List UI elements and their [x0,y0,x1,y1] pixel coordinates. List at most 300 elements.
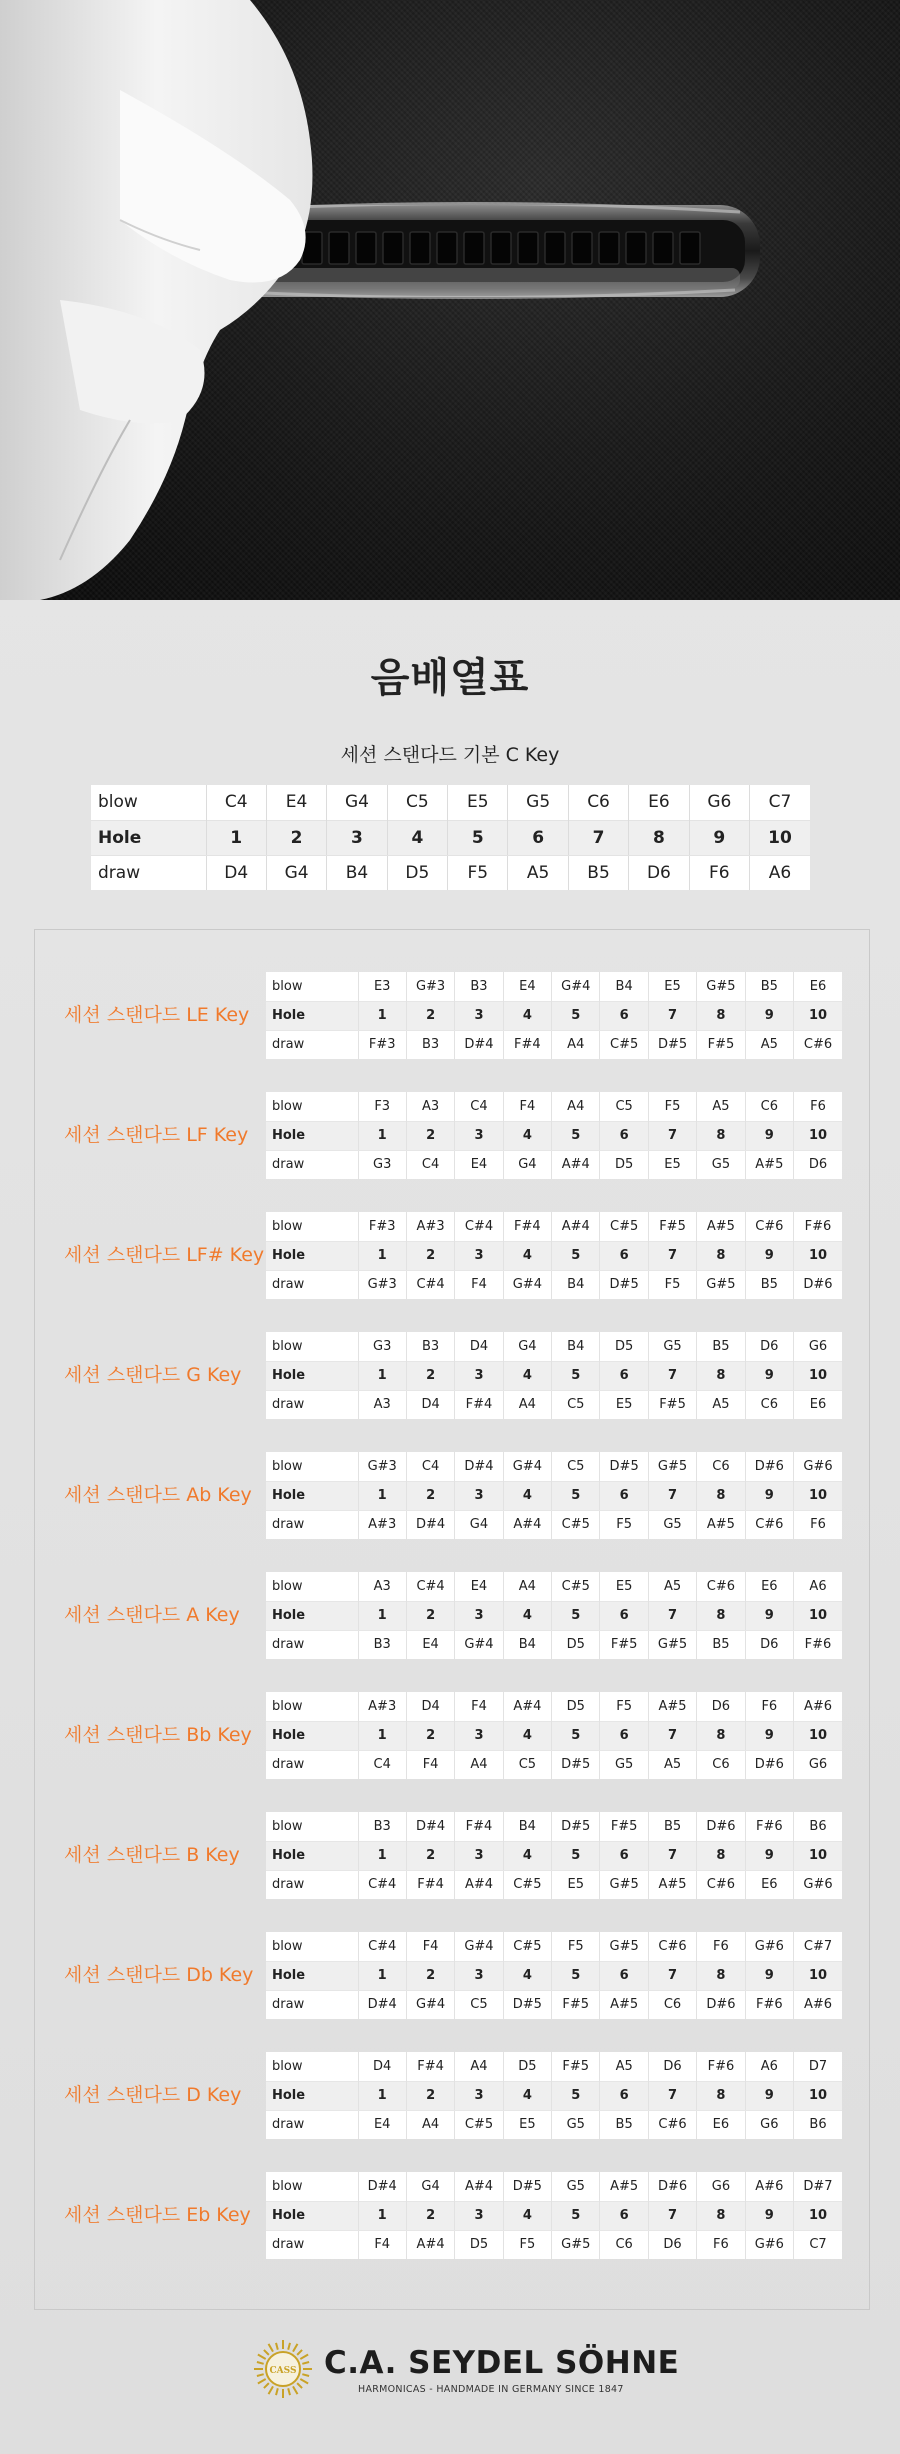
hole-number: 10 [794,1241,842,1270]
note-cell: C#5 [455,2110,503,2139]
row-label-draw: draw [266,1150,358,1179]
note-cell: G#5 [648,1630,696,1659]
row-label-hole: Hole [91,820,206,855]
note-cell: F#5 [552,2052,600,2081]
key-block [35,1092,871,1182]
note-cell: D#4 [358,1990,406,2019]
note-cell: F#3 [358,1030,406,1059]
hole-number: 4 [503,1241,551,1270]
note-cell: F6 [810,1098,826,1114]
hole-number: 3 [455,1721,503,1750]
note-cell: F#6 [697,2052,745,2081]
hole-number: 6 [600,1481,648,1510]
hole-number: 3 [455,1361,503,1390]
note-cell: C#5 [552,1510,600,1539]
note-cell: D5 [455,2230,503,2259]
note-cell: F3 [358,1092,406,1121]
note-cell: C5 [455,1990,503,2019]
note-cell: A5 [648,1572,696,1601]
note-cell: B5 [600,2110,648,2139]
note-cell: F#4 [503,1030,551,1059]
draw-row [266,1510,842,1539]
hole-number: 6 [600,1241,648,1270]
note-cell: C6 [745,1390,793,1419]
hole-number: 4 [503,1721,551,1750]
note-cell: D6 [648,2052,696,2081]
hole-number: 1 [206,820,266,855]
hole-number: 3 [327,820,387,855]
note-cell: A#5 [648,1692,696,1721]
hole-number: 7 [648,1241,696,1270]
note-cell: G#6 [745,2230,793,2259]
note-cell: D#5 [552,1750,600,1779]
white-glove [0,0,312,600]
note-cell: D4 [206,855,266,890]
draw-row [266,1990,842,2019]
key-label: 세션 스탠다드 Eb Key [64,2204,251,2226]
note-cell: B4 [503,1630,551,1659]
note-cell: G#3 [358,1270,406,1299]
note-cell: G4 [455,1510,503,1539]
hole-number: 10 [794,2201,842,2230]
key-block [35,1572,871,1662]
draw-row [266,1750,842,1779]
hole-number: 1 [358,1721,406,1750]
note-cell: B3 [358,1812,406,1841]
note-cell: G#4 [503,1270,551,1299]
hole-number: 9 [745,1601,793,1630]
hole-row [266,2081,842,2110]
note-cell: A5 [745,1030,793,1059]
note-cell: E5 [600,1572,648,1601]
note-cell: E5 [648,1150,696,1179]
hole-number: 10 [794,1961,842,1990]
row-label-draw: draw [266,1510,358,1539]
row-label-blow: blow [266,2052,358,2081]
note-cell: F4 [406,1932,454,1961]
row-label-hole: Hole [266,1121,358,1150]
note-cell: A#5 [745,1150,793,1179]
key-label: 세션 스탠다드 LF Key [64,1124,249,1146]
key-note-table [266,1932,842,2019]
hole-number: 6 [600,1601,648,1630]
note-cell: G4 [503,1332,551,1361]
draw-row [266,1150,842,1179]
blow-row [266,1692,842,1721]
note-cell: B3 [406,1030,454,1059]
note-cell: G4 [327,785,387,820]
note-cell: E6 [745,1572,793,1601]
note-cell: C#5 [503,1870,551,1899]
row-label-blow: blow [266,1932,358,1961]
hole-number: 8 [697,1841,745,1870]
hole-number: 2 [406,1121,454,1150]
note-cell: A#6 [745,2172,793,2201]
hole-number: 5 [552,1361,600,1390]
note-cell: C6 [697,1750,745,1779]
note-cell: F#4 [406,1870,454,1899]
hole-number: 8 [697,1601,745,1630]
note-cell: G#5 [697,1270,745,1299]
hole-number: 7 [648,2201,696,2230]
note-cell: E6 [629,785,689,820]
hole-row [266,1121,842,1150]
note-cell: A4 [406,2110,454,2139]
note-cell: D5 [387,855,447,890]
note-cell: F4 [503,1092,551,1121]
hole-number: 2 [406,1961,454,1990]
hole-number: 10 [794,1121,842,1150]
note-cell: B3 [358,1630,406,1659]
draw-row [266,1870,842,1899]
hole-number: 9 [745,2201,793,2230]
hole-number: 10 [794,1841,842,1870]
row-label-blow: blow [266,1092,358,1121]
hole-number: 9 [745,1961,793,1990]
row-label-hole: Hole [266,1001,358,1030]
row-label-hole: Hole [266,2081,358,2110]
note-cell: G#5 [600,1932,648,1961]
key-label: 세션 스탠다드 LF# Key [64,1244,265,1266]
hole-number: 10 [750,820,810,855]
note-cell: G6 [808,1338,828,1354]
note-cell: E6 [809,978,827,994]
draw-row [266,1630,842,1659]
note-cell: F5 [648,1270,696,1299]
note-cell: C6 [697,1452,745,1481]
note-cell: E6 [745,1870,793,1899]
note-cell: G#4 [455,1932,503,1961]
note-cell: C#5 [600,1030,648,1059]
hole-number: 1 [358,1121,406,1150]
note-cell: C7 [768,792,792,813]
hole-number: 9 [745,1241,793,1270]
hole-number: 3 [455,1841,503,1870]
hole-row [91,820,810,855]
note-cell: G3 [358,1332,406,1361]
note-cell: F5 [600,1692,648,1721]
blow-row [266,1092,842,1121]
note-cell: E4 [455,1150,503,1179]
hole-number: 8 [697,1721,745,1750]
note-cell: B4 [327,855,387,890]
note-cell: G4 [503,1150,551,1179]
note-cell: D5 [552,1692,600,1721]
note-cell: C#4 [406,1572,454,1601]
blow-row [266,1932,842,1961]
note-cell: G5 [508,785,568,820]
note-cell: B4 [552,1270,600,1299]
note-cell: G6 [689,785,749,820]
note-cell: D6 [745,1332,793,1361]
hole-number: 2 [406,2201,454,2230]
note-cell: F#6 [745,1812,793,1841]
key-note-table [266,1812,842,1899]
note-cell: C4 [406,1452,454,1481]
note-cell: F#5 [648,1390,696,1419]
note-cell: G5 [600,1750,648,1779]
hole-number: 4 [503,2081,551,2110]
note-cell: F4 [406,1750,454,1779]
note-cell: G#5 [552,2230,600,2259]
note-cell: A#4 [455,1870,503,1899]
hole-number: 1 [358,1361,406,1390]
note-cell: A#4 [552,1212,600,1241]
blow-row [266,972,842,1001]
hole-number: 1 [358,1001,406,1030]
note-cell: A3 [358,1390,406,1419]
hole-number: 7 [648,1721,696,1750]
note-cell: F5 [448,855,508,890]
brand-tagline: HARMONICAS - HANDMADE IN GERMANY SINCE 1847 [358,2384,624,2395]
note-cell: G#5 [600,1870,648,1899]
hole-number: 8 [697,1001,745,1030]
note-cell: G#6 [745,1932,793,1961]
hole-number: 1 [358,1961,406,1990]
note-cell: F5 [648,1092,696,1121]
note-cell: F#6 [804,1218,832,1234]
note-cell: C#4 [358,1870,406,1899]
note-cell: F#5 [697,1030,745,1059]
brand-name: C.A. SEYDEL SÖHNE [324,2345,680,2381]
key-block [35,972,871,1062]
note-cell: F5 [503,2230,551,2259]
note-cell: F4 [455,1270,503,1299]
hole-number: 5 [448,820,508,855]
note-cell: D#4 [406,1510,454,1539]
note-cell: D#6 [697,1812,745,1841]
note-cell: D#5 [600,1270,648,1299]
hole-number: 2 [266,820,326,855]
note-cell: C#5 [552,1572,600,1601]
note-cell: F#5 [552,1990,600,2019]
key-block [35,1932,871,2022]
hole-number: 5 [552,2201,600,2230]
hole-number: 4 [503,1601,551,1630]
note-cell: B3 [406,1332,454,1361]
note-cell: C#6 [648,1932,696,1961]
note-cell: F4 [455,1692,503,1721]
hole-number: 10 [794,1721,842,1750]
hole-number: 8 [629,820,689,855]
note-cell: E4 [406,1630,454,1659]
draw-row [266,1030,842,1059]
key-label: 세션 스탠다드 Bb Key [64,1724,252,1746]
note-cell: C5 [552,1390,600,1419]
note-cell: D#4 [358,2172,406,2201]
hole-number: 8 [697,1361,745,1390]
hole-number: 6 [600,2201,648,2230]
hole-number: 9 [745,2081,793,2110]
note-cell: D#6 [697,1990,745,2019]
note-cell: B5 [697,1332,745,1361]
note-cell: C#6 [648,2110,696,2139]
hole-row [266,1001,842,1030]
hole-row [266,1721,842,1750]
note-cell: A3 [358,1572,406,1601]
note-cell: C5 [387,785,447,820]
hole-number: 9 [745,1001,793,1030]
key-note-table [266,1452,842,1539]
hole-number: 3 [455,2081,503,2110]
hole-row [266,1841,842,1870]
hole-number: 10 [794,1481,842,1510]
row-label-hole: Hole [266,1601,358,1630]
note-cell: A#5 [600,2172,648,2201]
note-cell: D#5 [552,1812,600,1841]
note-cell: A#6 [803,1698,833,1714]
note-cell: A#4 [455,2172,503,2201]
hole-row [266,1601,842,1630]
key-note-table [266,972,842,1059]
key-label: 세션 스탠다드 Ab Key [64,1484,252,1506]
blow-row [266,1572,842,1601]
key-label: 세션 스탠다드 G Key [64,1364,242,1386]
row-label-hole: Hole [266,1481,358,1510]
note-cell: C7 [809,2237,827,2253]
key-note-table [266,1572,842,1659]
note-cell: F6 [810,1517,826,1533]
note-cell: F6 [689,855,749,890]
note-cell: G#4 [503,1452,551,1481]
note-cell: G5 [648,1332,696,1361]
note-cell: F#3 [358,1212,406,1241]
note-cell: D6 [697,1692,745,1721]
note-cell: E4 [266,785,326,820]
note-cell: C6 [745,1092,793,1121]
note-cell: C6 [600,2230,648,2259]
note-cell: G6 [745,2110,793,2139]
key-block [35,1332,871,1422]
row-label-blow: blow [266,1572,358,1601]
note-cell: D4 [406,1390,454,1419]
note-cell: B6 [809,1818,827,1834]
hole-number: 7 [648,1601,696,1630]
row-label-blow: blow [266,972,358,1001]
harmonica-photo-illustration [0,0,900,600]
key-block [35,1212,871,1302]
note-cell: A#4 [406,2230,454,2259]
note-cell: A#3 [406,1212,454,1241]
row-label-blow: blow [266,1212,358,1241]
hole-row [266,2201,842,2230]
draw-row [266,1270,842,1299]
row-label-draw: draw [266,2230,358,2259]
draw-row [91,855,810,890]
hole-number: 10 [794,2081,842,2110]
note-cell: A5 [600,2052,648,2081]
note-cell: D#5 [600,1452,648,1481]
note-cell: A5 [648,1750,696,1779]
hole-number: 7 [648,1361,696,1390]
blow-row [91,785,810,820]
note-cell: D#5 [503,1990,551,2019]
key-block [35,2172,871,2262]
hole-number: 9 [745,1481,793,1510]
note-cell: B3 [455,972,503,1001]
note-cell: A#3 [358,1692,406,1721]
note-cell: A6 [768,862,792,883]
hole-number: 5 [552,1481,600,1510]
note-cell: D#6 [803,1277,833,1293]
page-title: 음배열표 [370,655,530,701]
note-cell: C4 [206,785,266,820]
hole-number: 5 [552,1961,600,1990]
note-cell: G#6 [803,1458,833,1474]
note-cell: A#4 [503,1692,551,1721]
hole-number: 10 [794,1361,842,1390]
note-cell: C#5 [503,1932,551,1961]
note-cell: A#6 [803,1997,833,2013]
note-cell: C#6 [697,1572,745,1601]
note-cell: B6 [809,2117,827,2133]
hole-number: 6 [600,1721,648,1750]
hole-number: 4 [503,1121,551,1150]
note-cell: A4 [455,2052,503,2081]
note-cell: C6 [568,785,628,820]
note-cell: A4 [503,1572,551,1601]
note-cell: E5 [448,785,508,820]
note-cell: D5 [600,1150,648,1179]
row-label-draw: draw [266,1630,358,1659]
note-cell: D#7 [803,2178,833,2194]
hole-number: 7 [648,1481,696,1510]
hole-number: 6 [600,1841,648,1870]
row-label-blow: blow [266,2172,358,2201]
note-cell: D6 [808,1157,828,1173]
note-cell: D4 [358,2052,406,2081]
hole-number: 4 [387,820,447,855]
note-cell: E4 [358,2110,406,2139]
note-cell: A#4 [503,1510,551,1539]
note-cell: G4 [266,855,326,890]
blow-row [266,1812,842,1841]
key-note-table [266,2052,842,2139]
hole-number: 3 [455,1241,503,1270]
row-label-draw: draw [266,1750,358,1779]
note-cell: G3 [358,1150,406,1179]
hole-row [266,1361,842,1390]
note-cell: G#3 [406,972,454,1001]
hole-number: 1 [358,1601,406,1630]
hole-number: 9 [745,1121,793,1150]
note-cell: B4 [600,972,648,1001]
note-cell: C#6 [745,1212,793,1241]
note-cell: G#4 [406,1990,454,2019]
note-cell: C#6 [745,1510,793,1539]
blow-row [266,2052,842,2081]
row-label-blow: blow [266,1692,358,1721]
note-cell: B5 [745,972,793,1001]
draw-row [266,2110,842,2139]
note-cell: D5 [600,1332,648,1361]
hole-row [266,1481,842,1510]
note-cell: F6 [697,1932,745,1961]
note-cell: C#6 [697,1870,745,1899]
row-label-draw: draw [91,855,206,890]
note-cell: F#5 [600,1812,648,1841]
note-cell: D#6 [745,1452,793,1481]
hole-number: 7 [648,2081,696,2110]
note-cell: G6 [697,2172,745,2201]
note-cell: E6 [697,2110,745,2139]
note-cell: A5 [697,1390,745,1419]
note-cell: A#5 [697,1212,745,1241]
key-note-table [266,2172,842,2259]
hole-number: 10 [794,1601,842,1630]
main-key-table [91,785,810,890]
note-cell: F#4 [503,1212,551,1241]
